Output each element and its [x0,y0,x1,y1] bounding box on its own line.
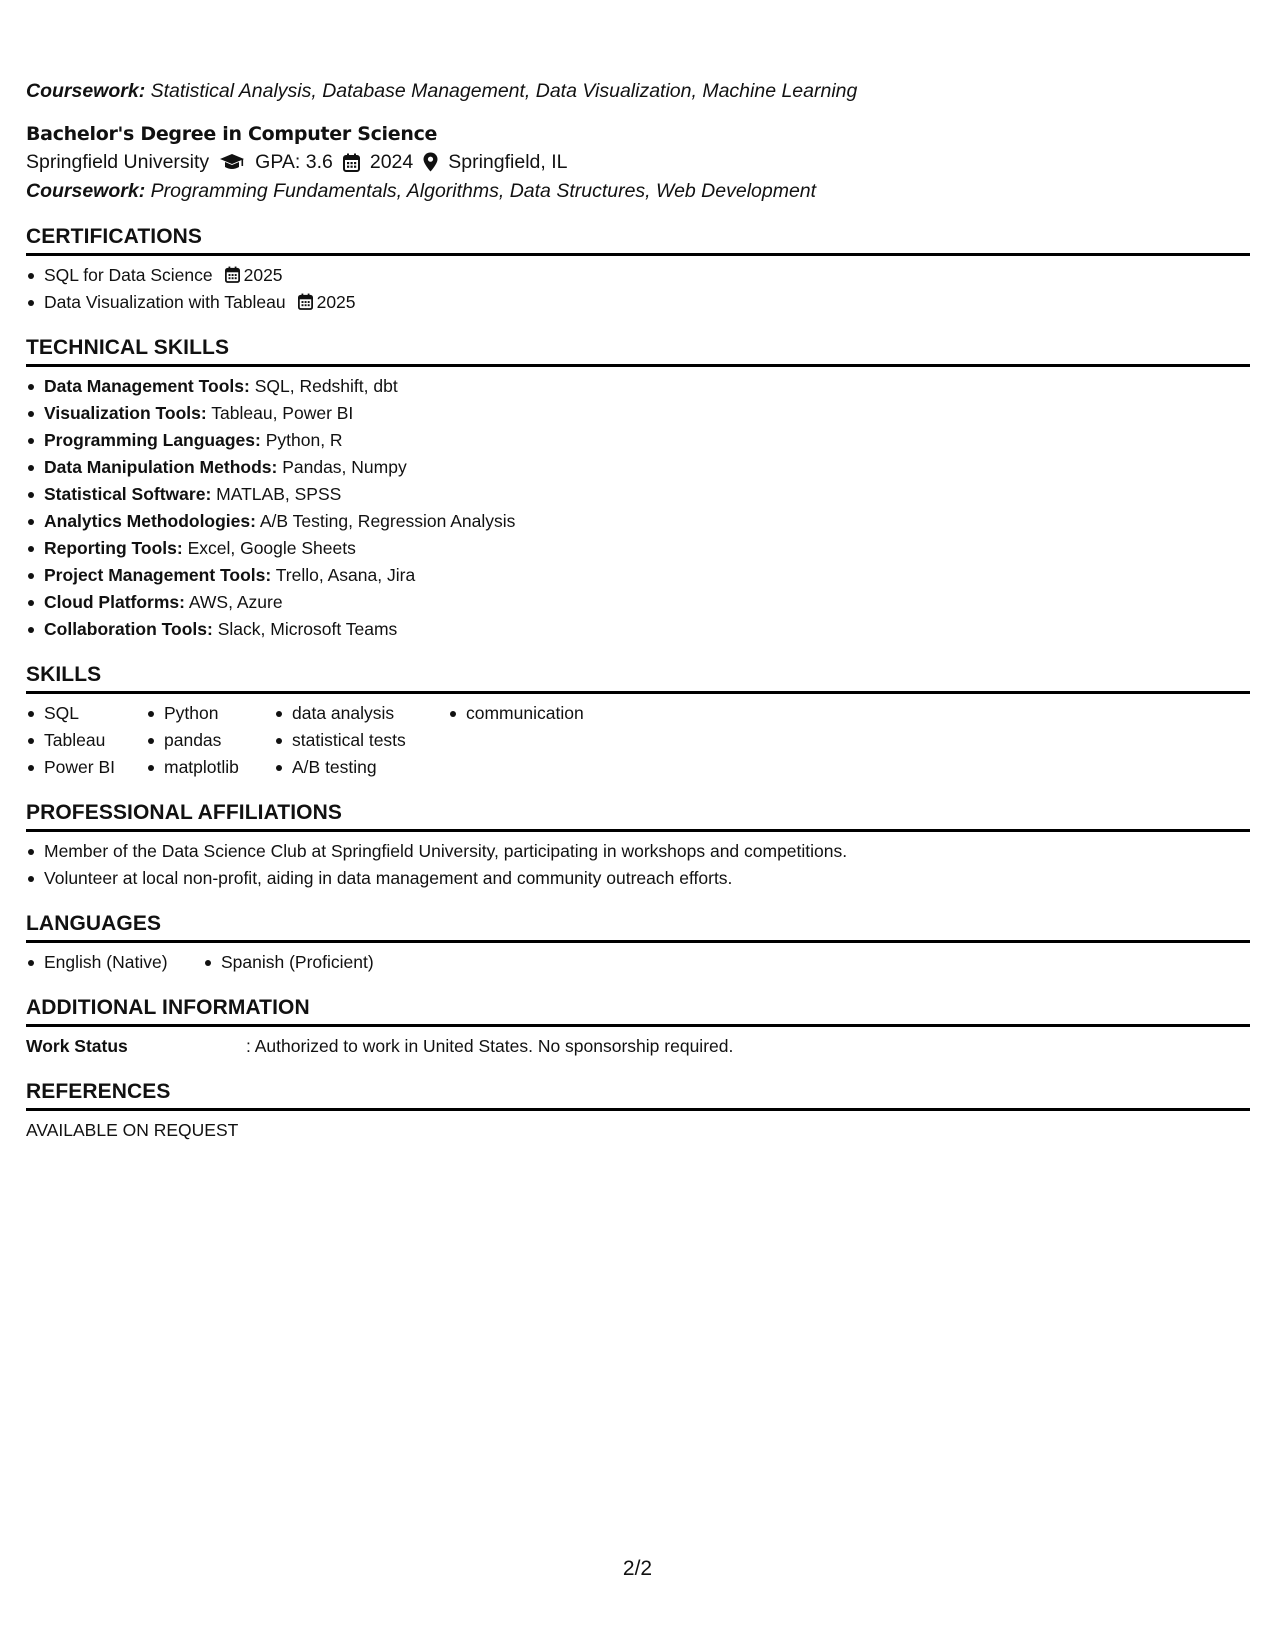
skills-columns [26,700,1250,781]
skill-values: Slack, Microsoft Teams [217,619,398,639]
skills-column [448,700,648,781]
skill-category: Project Management Tools: [44,565,272,585]
gpa: GPA: 3.6 [255,151,333,173]
skills-column [146,700,274,781]
skills-column [274,700,448,781]
skill-category: Data Manipulation Methods: [44,457,278,477]
skill-values: MATLAB, SPSS [216,484,342,504]
list-item [26,562,1250,589]
skill-values: Tableau, Power BI [211,403,354,423]
certifications-section [26,224,1250,316]
languages-section [26,911,1250,976]
list-item: SQL [26,700,146,727]
skill-values: Trello, Asana, Jira [275,565,416,585]
list-item: Python [146,700,274,727]
section-heading: SKILLS [26,662,1250,694]
school-name: Springfield University [26,151,210,173]
list-item [26,535,1250,562]
section-heading: REFERENCES [26,1079,1250,1111]
list-item [26,400,1250,427]
work-status-label: Work Status [26,1036,128,1056]
skill-category: Reporting Tools: [44,538,183,558]
education-meta [26,147,1250,177]
skill-category: Cloud Platforms: [44,592,185,612]
skill-category: Visualization Tools: [44,403,207,423]
list-item: matplotlib [146,754,274,781]
list-item [26,508,1250,535]
references-section [26,1079,1250,1144]
list-item: Spanish (Proficient) [203,949,374,976]
skill-values: AWS, Azure [188,592,283,612]
school-location: Springfield, IL [448,151,568,173]
list-item [26,289,1250,316]
section-heading: LANGUAGES [26,911,1250,943]
certification-name: SQL for Data Science [44,265,213,285]
graduation-year: 2024 [369,151,414,173]
skill-category: Collaboration Tools: [44,619,213,639]
calendar-icon [343,153,360,172]
resume-page [26,78,1250,1144]
coursework-text: Programming Fundamentals, Algorithms, Data Structures, Web Development [150,180,817,202]
list-item: Tableau [26,727,146,754]
skill-values: Python, R [265,430,343,450]
section-heading: PROFESSIONAL AFFILIATIONS [26,800,1250,832]
list-item [26,616,1250,643]
additional-info-section [26,995,1250,1060]
coursework-label: Coursework: [26,80,146,102]
section-heading: TECHNICAL SKILLS [26,335,1250,367]
list-item: A/B testing [274,754,448,781]
skills-section [26,662,1250,781]
technical-skills-section [26,335,1250,643]
languages-column [26,949,203,976]
skill-category: Statistical Software: [44,484,212,504]
certifications-list [26,262,1250,316]
list-item: Power BI [26,754,146,781]
section-heading: CERTIFICATIONS [26,224,1250,256]
list-item [26,262,1250,289]
certification-year: 2025 [243,265,283,285]
certification-name: Data Visualization with Tableau [44,292,286,312]
coursework-label: Coursework: [26,180,146,202]
list-item: data analysis [274,700,448,727]
certification-year: 2025 [316,292,356,312]
languages-row [26,949,1250,976]
affiliations-section [26,800,1250,892]
list-item: Member of the Data Science Club at Springfield University, participating in workshops and competitions. [26,838,1250,865]
prev-coursework [26,78,1250,105]
skill-category: Programming Languages: [44,430,261,450]
degree-title: Bachelor's Degree in Computer Science [26,123,438,145]
coursework [26,178,1250,205]
skill-category: Analytics Methodologies: [44,511,256,531]
technical-skills-list [26,373,1250,643]
skill-values: A/B Testing, Regression Analysis [259,511,516,531]
references-text: AVAILABLE ON REQUEST [26,1120,239,1140]
map-pin-icon [423,152,438,172]
list-item: pandas [146,727,274,754]
list-item: Volunteer at local non-profit, aiding in data management and community outreach efforts. [26,865,1250,892]
skill-category: Data Management Tools: [44,376,250,396]
affiliations-list [26,838,1250,892]
list-item [26,589,1250,616]
skill-values: Excel, Google Sheets [187,538,356,558]
languages-column [203,949,374,976]
list-item [26,454,1250,481]
page-number: 2/2 [622,1557,653,1580]
calendar-icon [225,266,240,283]
work-status-row [26,1033,1250,1060]
list-item [26,373,1250,400]
list-item [26,481,1250,508]
skills-column [26,700,146,781]
work-status-value: : Authorized to work in United States. No sponsorship required. [246,1036,734,1056]
list-item: English (Native) [26,949,203,976]
coursework-text: Statistical Analysis, Database Management, Data Visualization, Machine Learning [150,80,858,102]
list-item [26,427,1250,454]
list-item: communication [448,700,648,727]
calendar-icon [298,293,313,310]
list-item: statistical tests [274,727,448,754]
graduation-cap-icon [219,153,245,171]
skill-values: Pandas, Numpy [282,457,407,477]
section-heading: ADDITIONAL INFORMATION [26,995,1250,1027]
skill-values: SQL, Redshift, dbt [254,376,398,396]
